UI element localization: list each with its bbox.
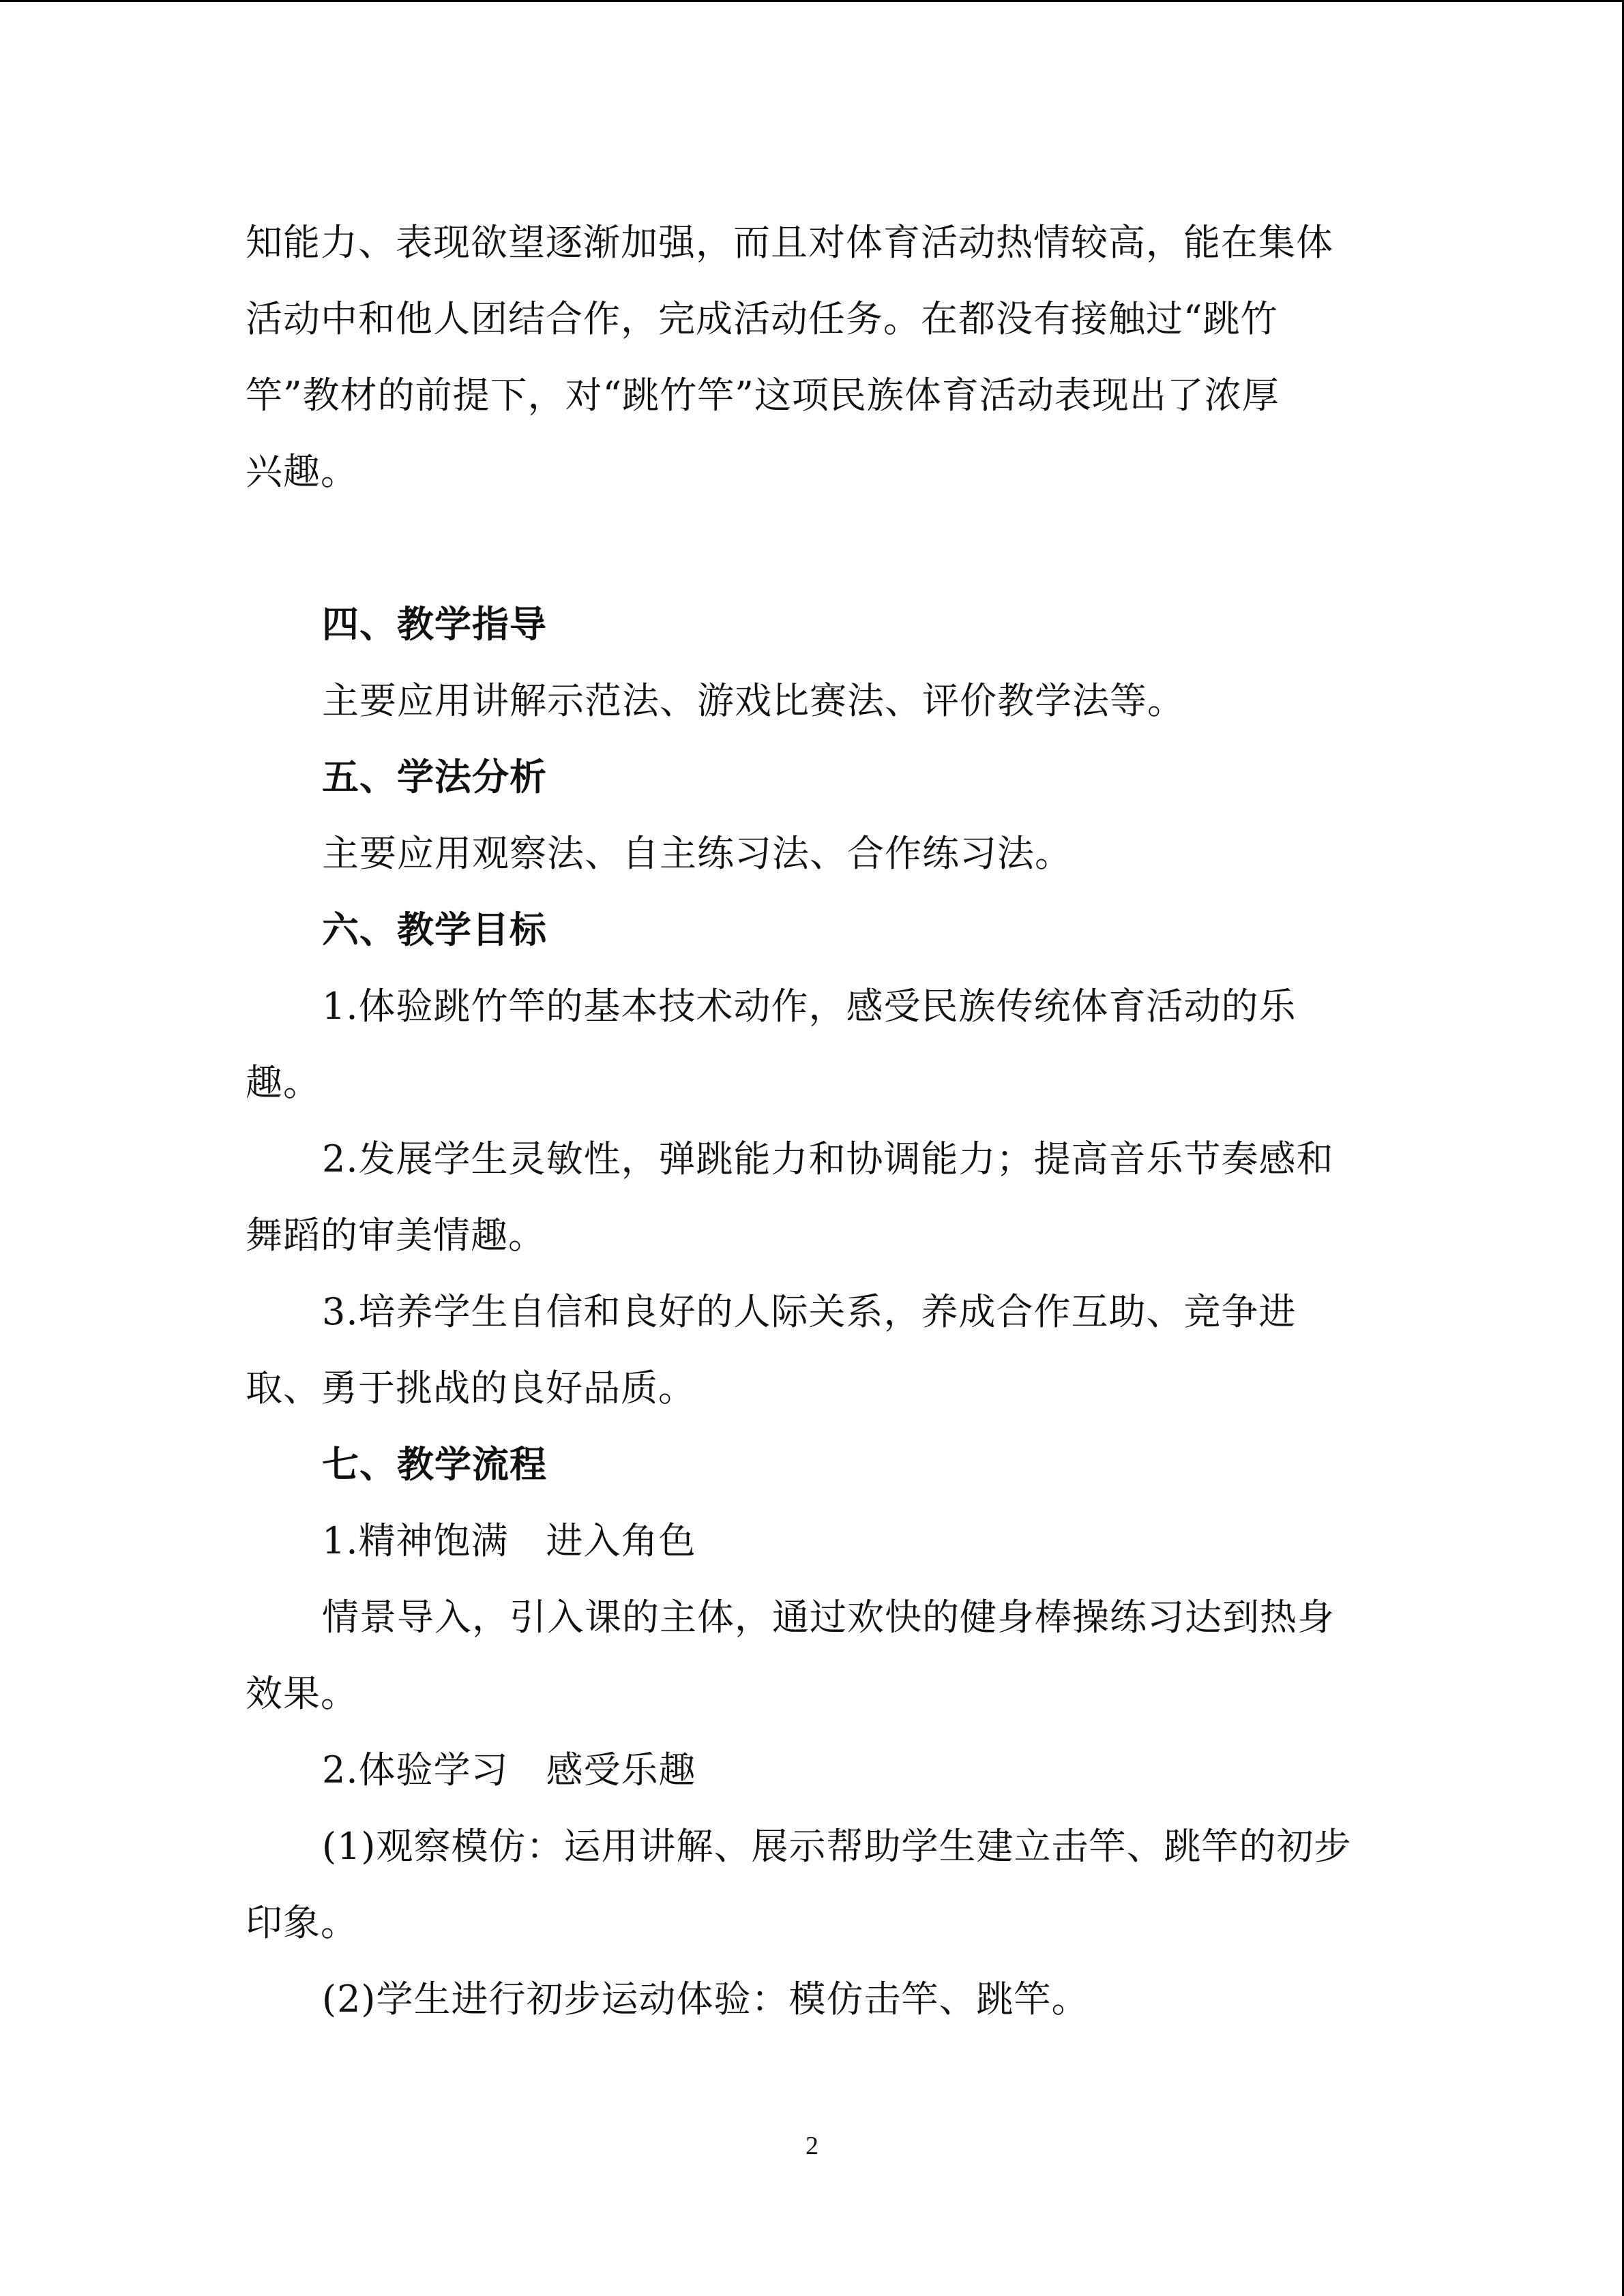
step-2-title: 2.体验学习 感受乐趣	[322, 1748, 696, 1791]
step-2-item-2: (2)学生进行初步运动体验：模仿击竿、跳竿。	[322, 1978, 1089, 2021]
section-text-learning-analysis: 主要应用观察法、自主练习法、合作练习法。	[322, 832, 1072, 875]
paragraph-line: 竿”教材的前提下，对“跳竹竿”这项民族体育活动表现出了浓厚	[246, 374, 1280, 417]
step-2-item-1-line: 印象。	[246, 1901, 358, 1944]
goal-1-line: 趣。	[246, 1061, 321, 1104]
section-text-teaching-guidance: 主要应用讲解示范法、游戏比赛法、评价教学法等。	[322, 679, 1185, 722]
goal-2-line: 2.发展学生灵敏性，弹跳能力和协调能力；提高音乐节奏感和	[322, 1137, 1334, 1180]
section-heading-teaching-goals: 六、教学目标	[322, 908, 547, 951]
step-1-text-line: 效果。	[246, 1672, 358, 1715]
section-heading-teaching-guidance: 四、教学指导	[322, 603, 547, 646]
goal-2-line: 舞蹈的审美情趣。	[246, 1214, 546, 1257]
page-border-top	[0, 0, 1624, 2]
paragraph-line: 活动中和他人团结合作，完成活动任务。在都没有接触过“跳竹	[246, 297, 1278, 340]
step-2-item-1-line: (1)观察模仿：运用讲解、展示帮助学生建立击竿、跳竿的初步	[322, 1825, 1352, 1868]
goal-3-line: 3.培养学生自信和良好的人际关系，养成合作互助、竞争进	[322, 1290, 1297, 1333]
goal-3-line: 取、勇于挑战的良好品质。	[246, 1367, 696, 1410]
page-number: 2	[806, 2132, 818, 2160]
section-heading-teaching-process: 七、教学流程	[322, 1443, 547, 1486]
goal-1-line: 1.体验跳竹竿的基本技术动作，感受民族传统体育活动的乐	[322, 985, 1297, 1028]
section-heading-learning-analysis: 五、学法分析	[322, 756, 547, 799]
step-1-title: 1.精神饱满 进入角色	[322, 1519, 696, 1562]
step-1-text-line: 情景导入，引入课的主体，通过欢快的健身棒操练习达到热身	[322, 1596, 1335, 1639]
paragraph-line: 兴趣。	[246, 450, 358, 493]
document-body	[246, 205, 1391, 2038]
paragraph-line: 知能力、表现欲望逐渐加强，而且对体育活动热情较高，能在集体	[246, 221, 1333, 264]
paragraph-gap	[246, 510, 1391, 586]
